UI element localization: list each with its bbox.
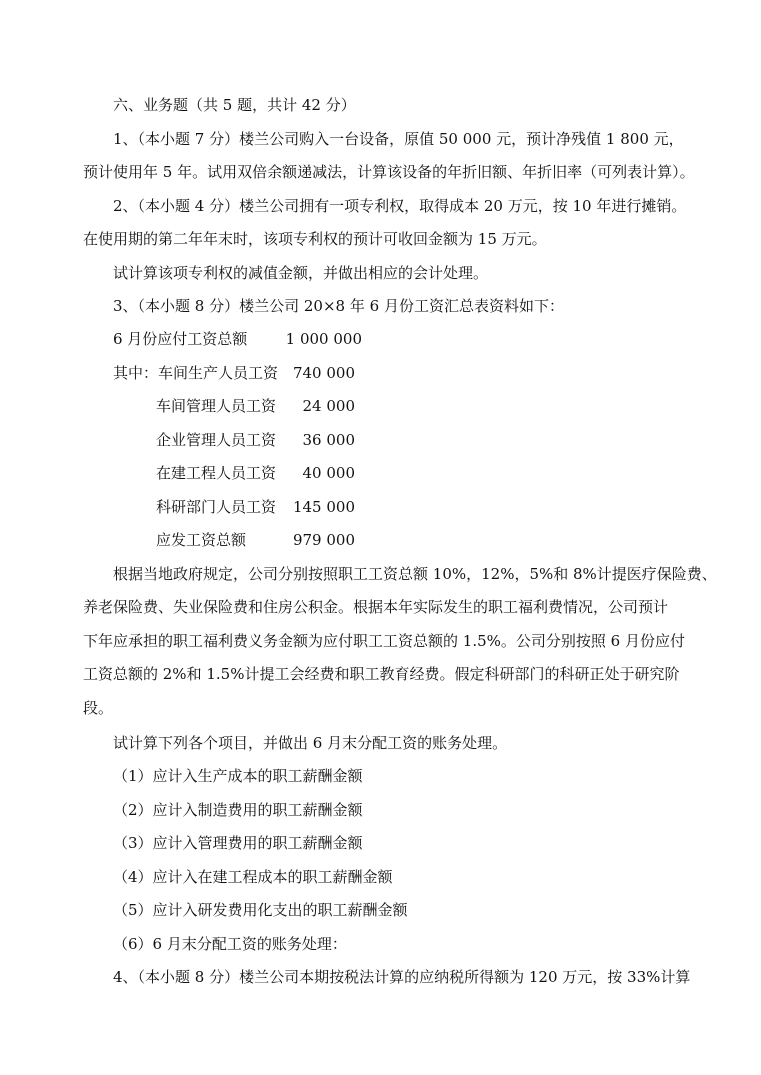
q3-para-line: 养老保险费、失业保险费和住房公积金。根据本年实际发生的职工福利费情况，公司预计 [83, 598, 669, 616]
q3-total-label: 6 月份应付工资总额 [113, 330, 248, 348]
q4-line-1: 4、（本小题 8 分）楼兰公司本期按税法计算的应纳税所得额为 120 万元，按 33%计算 [113, 968, 691, 986]
q3-row-value: 24 000 [302, 397, 355, 415]
q3-para-line: 工资总额的 2%和 1.5%计提工会经费和职工教育经费。假定科研部门的科研正处于研究阶 [83, 665, 680, 683]
q1-line-1: 1、（本小题 7 分）楼兰公司购入一台设备，原值 50 000 元，预计净残值 1 800 元， [113, 130, 684, 148]
q1-line-2: 预计使用年 5 年。试用双倍余额递减法，计算该设备的年折旧额、年折旧率（可列表计算）。 [83, 163, 695, 181]
q3-para-line: 根据当地政府规定，公司分别按照职工工资总额 10%，12%，5%和 8%计提医疗保险费、 [113, 565, 717, 583]
q3-row-value: 36 000 [302, 431, 355, 449]
q3-row-value: 40 000 [302, 464, 355, 482]
q3-row-value: 979 000 [292, 531, 355, 549]
section-title: 六、业务题（共 5 题，共计 42 分） [113, 96, 356, 114]
q3-line-1: 3、（本小题 8 分）楼兰公司 20×8 年 6 月份工资汇总表资料如下： [113, 297, 564, 315]
q2-line-3: 试计算该项专利权的减值金额，并做出相应的会计处理。 [113, 264, 489, 282]
q3-para-line: 下年应承担的职工福利费义务金额为应付职工工资总额的 1.5%。公司分别按照 6 月份应付 [83, 632, 685, 650]
q3-item: （2）应计入制造费用的职工薪酬金额 [113, 801, 363, 819]
q3-row-label: 企业管理人员工资 [156, 431, 277, 449]
q3-row-label: 应发工资总额 [156, 531, 247, 549]
q3-row-label: 车间管理人员工资 [156, 397, 277, 415]
q2-line-2: 在使用期的第二年年末时，该项专利权的预计可收回金额为 15 万元。 [83, 230, 547, 248]
q3-row-value: 740 000 [292, 364, 355, 382]
q3-item: （1）应计入生产成本的职工薪酬金额 [113, 767, 363, 785]
q3-total-value: 1 000 000 [285, 330, 362, 348]
q3-row-label: 在建工程人员工资 [156, 464, 277, 482]
q3-para-line: 段。 [83, 699, 114, 717]
q3-row-label: 其中：车间生产人员工资 [113, 364, 279, 382]
q3-item: （3）应计入管理费用的职工薪酬金额 [113, 834, 363, 852]
q3-row-label: 科研部门人员工资 [156, 498, 277, 516]
q2-line-1: 2、（本小题 4 分）楼兰公司拥有一项专利权，取得成本 20 万元，按 10 年进行摊销。 [113, 197, 687, 215]
q3-row-value: 145 000 [292, 498, 355, 516]
q3-instruction: 试计算下列各个项目，并做出 6 月末分配工资的账务处理。 [113, 734, 508, 752]
q3-item: （4）应计入在建工程成本的职工薪酬金额 [113, 868, 393, 886]
q3-item: （6）6 月末分配工资的账务处理： [113, 935, 347, 953]
q3-item: （5）应计入研发费用化支出的职工薪酬金额 [113, 901, 408, 919]
